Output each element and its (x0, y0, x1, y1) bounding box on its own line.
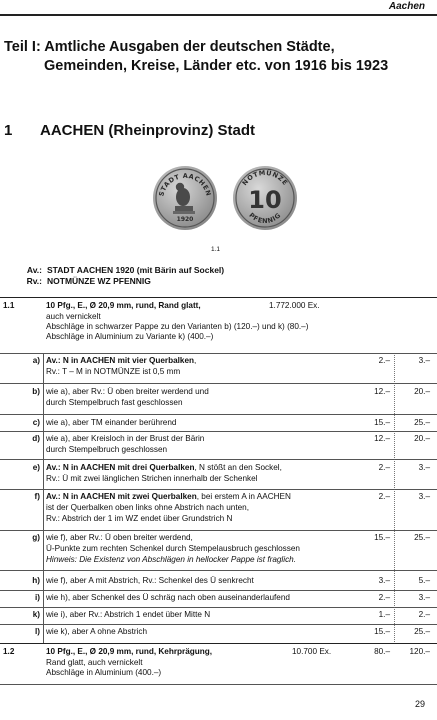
part-title-line2: Gemeinden, Kreise, Länder etc. von 1916 bis 1923 (44, 58, 389, 74)
price-2: 20.– (414, 434, 430, 443)
entry-mintage: 1.772.000 Ex. (269, 301, 320, 310)
entry-number: 1.1 (3, 301, 15, 310)
price-1: 2.– (378, 492, 390, 501)
variant-line: wie a), aber Kreisloch in der Brust der Bärin (46, 434, 205, 443)
table-bottom-rule (0, 684, 437, 685)
reverse-legend: NOTMÜNZE (240, 168, 290, 188)
part-title-line1: Teil I: Amtliche Ausgaben der deutschen Städte, (4, 39, 335, 55)
section-number: 1 (4, 122, 13, 139)
price-1: 15.– (374, 533, 390, 542)
variant-label: g) (32, 533, 40, 542)
price-2: 3.– (418, 356, 430, 365)
rv-label: Rv.: (26, 276, 42, 286)
price-1: 15.– (374, 418, 390, 427)
av-text: STADT AACHEN 1920 (mit Bärin auf Sockel) (47, 265, 225, 275)
variant-line: wie i), aber Rv.: Abstrich 1 endet über Mitte N (46, 610, 211, 619)
av-line (22, 265, 224, 275)
obverse-year: 1920 (176, 216, 194, 223)
variant-line: wie a), aber Rv.: Ü oben breiter werdend und (46, 387, 209, 396)
price-2: 25.– (414, 533, 430, 542)
variant-label: b) (32, 387, 40, 396)
variant-label: e) (32, 463, 40, 472)
variant-label: k) (32, 610, 40, 619)
price-1: 3.– (378, 576, 390, 585)
entry-title: 10 Pfg., E., Ø 20,9 mm, rund, Rand glatt, (46, 301, 201, 310)
coin-reverse-art (233, 166, 297, 230)
price-2: 2.– (418, 610, 430, 619)
price-1: 2.– (378, 463, 390, 472)
reverse-value: 10 (248, 186, 282, 214)
entry-line: Rand glatt, auch vernickelt (46, 658, 143, 667)
entry-number: 1.2 (3, 647, 15, 656)
entry-line: auch vernickelt (46, 312, 101, 321)
price-column-rule (394, 353, 395, 644)
row-rule (0, 414, 437, 415)
section-title (4, 122, 255, 139)
row-rule (0, 459, 437, 460)
price-1: 12.– (374, 387, 390, 396)
price-2: 120.– (409, 647, 430, 656)
price-2: 5.– (418, 576, 430, 585)
rv-line (22, 276, 151, 286)
variant-label: l) (34, 627, 40, 636)
page-number: 29 (414, 699, 425, 709)
variant-line: Rv.: Ü mit zwei länglichen Strichen innerhalb der Schenkel (46, 474, 258, 483)
entry-line: Abschläge in schwarzer Pappe zu den Varianten b) (120.–) und k) (80.–) (46, 322, 309, 331)
coin-images (153, 166, 298, 230)
variant-label: a) (32, 356, 40, 365)
variant-line: Rv.: T – M in NOTMÜNZE ist 0,5 mm (46, 367, 181, 376)
entry-line: Abschläge in Aluminium (400.–) (46, 668, 162, 677)
price-2: 3.– (418, 463, 430, 472)
running-header-title: Aachen (388, 1, 425, 12)
variant-line: ist der Querbalken oben links ohne Abstrich nach unten, (46, 503, 249, 512)
price-2: 20.– (414, 387, 430, 396)
row-rule (0, 431, 437, 432)
rv-text: NOTMÜNZE WZ PFENNIG (47, 276, 151, 286)
variant-line: wie h), aber Schenkel des Ü schräg nach oben auseinanderlaufend (46, 593, 290, 602)
variant-line: wie f), aber A mit Abstrich, Rv.: Schenkel des Ü senkrecht (46, 576, 254, 585)
variant-label: f) (34, 492, 40, 501)
variant-bold-text: Av.: N in AACHEN mit zwei Querbalken (46, 492, 197, 501)
variant-line: durch Stempelbruch geschlossen (46, 445, 168, 454)
running-header (0, 0, 437, 18)
variant-line: wie f), aber Rv.: Ü oben breiter werdend, (46, 533, 193, 542)
part-title (4, 38, 429, 76)
row-rule (0, 607, 437, 608)
coin-obverse-art (153, 166, 217, 230)
variant-bold-text: Av.: N in AACHEN mit vier Querbalken (46, 356, 195, 365)
entry-title: 10 Pfg., E., Ø 20,9 mm, rund, Kehrprägung, (46, 647, 213, 656)
svg-text:NOTMÜNZE (241, 168, 290, 187)
variant-label: h) (32, 576, 40, 585)
price-2: 25.– (414, 418, 430, 427)
variant-label: c) (32, 418, 40, 427)
header-rule (0, 14, 437, 16)
price-1: 1.– (378, 610, 390, 619)
variant-line: durch Stempelbruch fast geschlossen (46, 398, 183, 407)
price-2: 3.– (418, 593, 430, 602)
variant-label: d) (32, 434, 40, 443)
price-1: 80.– (374, 647, 390, 656)
price-1: 15.– (374, 627, 390, 636)
variant-note: Hinweis: Die Existenz von Abschlägen in hellocker Pappe ist fraglich. (46, 555, 296, 564)
price-1: 12.– (374, 434, 390, 443)
price-1: 2.– (378, 593, 390, 602)
row-rule (0, 570, 437, 571)
row-rule (0, 353, 437, 354)
variant-line: wie k), aber A ohne Abstrich (46, 627, 148, 636)
variant-text: , (194, 356, 197, 365)
variant-column-rule (43, 353, 44, 644)
entry-line: Abschläge in Aluminium zu Variante k) (400.–) (46, 332, 214, 341)
variant-text: , N stößt an den Sockel, (194, 463, 282, 472)
section-name: AACHEN (Rheinprovinz) Stadt (40, 122, 255, 139)
row-rule (0, 624, 437, 625)
row-rule (0, 489, 437, 490)
variant-line: Rv.: Abstrich der 1 im WZ endet über Grundstrich N (46, 514, 233, 523)
variant-label: i) (34, 593, 40, 602)
row-rule (0, 530, 437, 531)
entry-mintage: 10.700 Ex. (292, 647, 332, 656)
row-rule (0, 590, 437, 591)
variant-bold-text: Av.: N in AACHEN mit drei Querbalken (46, 463, 195, 472)
av-label: Av.: (26, 265, 42, 275)
variant-text: , bei erstem A in AACHEN (196, 492, 291, 501)
row-rule (0, 383, 437, 384)
coin-reverse-image (233, 166, 297, 230)
price-2: 3.– (418, 492, 430, 501)
coin-obverse-image (153, 166, 217, 230)
variant-line: Ü-Punkte zum rechten Schenkel durch Stempelausbruch geschlossen (46, 544, 300, 553)
row-rule (0, 643, 437, 644)
variant-line: wie a), aber TM einander berührend (46, 418, 177, 427)
table-top-rule (0, 297, 437, 298)
obverse-legend: STADT AACHEN (157, 171, 213, 198)
price-2: 25.– (414, 627, 430, 636)
price-1: 2.– (378, 356, 390, 365)
plate-caption: 1.1 (211, 246, 221, 253)
reverse-unit: PFENNIG (247, 211, 283, 226)
